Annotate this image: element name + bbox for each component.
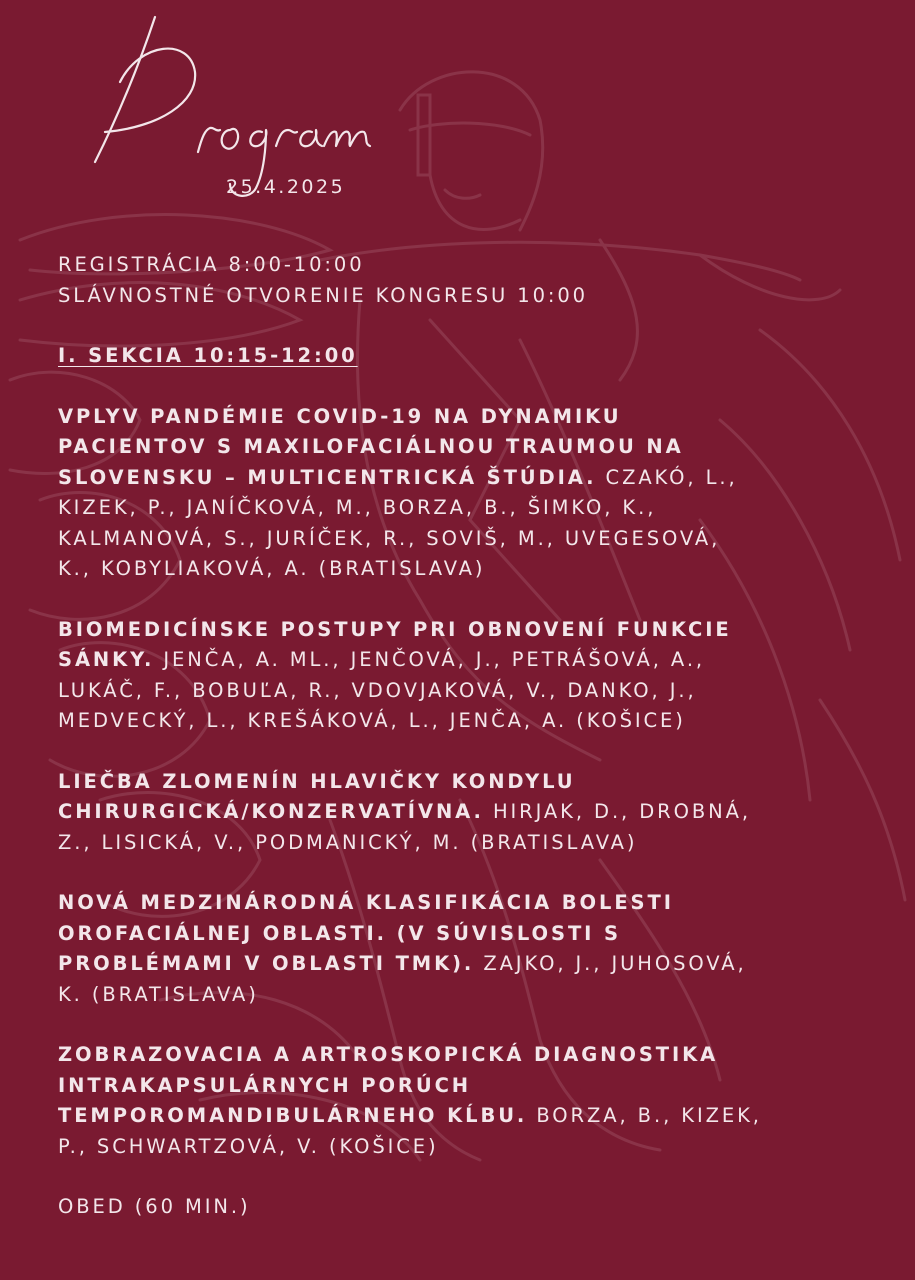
lunch-break: OBED (60 MIN.) <box>58 1195 251 1218</box>
talk-title-line: SÁNKY. <box>58 648 155 671</box>
talk-authors: K., KOBYLIAKOVÁ, A. (BRATISLAVA) <box>58 557 486 580</box>
section-heading: I. SEKCIA 10:15-12:00 <box>58 344 358 367</box>
talk-title-line: BIOMEDICÍNSKE POSTUPY PRI OBNOVENÍ FUNKCIE <box>58 617 732 641</box>
talk-authors: HIRJAK, D., DROBNÁ, <box>492 800 751 823</box>
talk-item <box>58 1040 878 1162</box>
talk-item <box>58 767 878 859</box>
program-script-title <box>80 12 380 202</box>
talk-title-line: NOVÁ MEDZINÁRODNÁ KLASIFIKÁCIA BOLESTI <box>58 891 674 914</box>
talk-authors: BORZA, B., KIZEK, <box>536 1104 762 1127</box>
talk-title-line: INTRAKAPSULÁRNYCH PORÚCH <box>58 1073 472 1097</box>
talk-title-line: LIEČBA ZLOMENÍN HLAVIČKY KONDYLU <box>58 769 576 793</box>
talk-authors: CZAKÓ, L., <box>605 465 738 489</box>
talk-authors: ZAJKO, J., JUHOSOVÁ, <box>483 952 747 975</box>
registration-line: REGISTRÁCIA 8:00-10:00 <box>58 253 365 276</box>
opening-line: SLÁVNOSTNÉ OTVORENIE KONGRESU 10:00 <box>58 283 588 307</box>
talk-authors: KIZEK, P., JANÍČKOVÁ, M., BORZA, B., ŠIMKO, K., <box>58 496 657 519</box>
talk-item <box>58 888 878 1010</box>
talk-item <box>58 615 878 737</box>
talk-authors: MEDVECKÝ, L., KREŠÁKOVÁ, L., JENČA, A. (KOŠICE) <box>58 709 686 732</box>
talk-authors: KALMANOVÁ, S., JURÍČEK, R., SOVIŠ, M., UVEGESOVÁ, <box>58 526 721 550</box>
talk-title-line: CHIRURGICKÁ/KONZERVATÍVNA. <box>58 800 484 823</box>
talk-authors: K. (BRATISLAVA) <box>58 982 259 1006</box>
talk-authors: JENČA, A. ML., JENČOVÁ, J., PETRÁŠOVÁ, A., <box>163 648 706 671</box>
talk-title-line: PACIENTOV S MAXILOFACIÁLNOU TRAUMOU NA <box>58 435 684 458</box>
talk-title-line: PROBLÉMAMI V OBLASTI TMK). <box>58 952 475 975</box>
talk-title-line: SLOVENSKU – MULTICENTRICKÁ ŠTÚDIA. <box>58 465 597 489</box>
talk-title-line: OROFACIÁLNEJ OBLASTI. (V SÚVISLOSTI S <box>58 921 621 945</box>
talk-title-line: ZOBRAZOVACIA A ARTROSKOPICKÁ DIAGNOSTIKA <box>58 1043 719 1066</box>
talk-title-line: TEMPOROMANDIBULÁRNEHO KĹBU. <box>58 1104 528 1127</box>
talk-authors: LUKÁČ, F., BOBUĽA, R., VDOVJAKOVÁ, V., DANKO, J., <box>58 678 697 702</box>
talk-title-line: VPLYV PANDÉMIE COVID-19 NA DYNAMIKU <box>58 404 622 428</box>
program-content <box>58 250 878 1223</box>
event-date: 25.4.2025 <box>226 176 346 198</box>
talk-authors: P., SCHWARTZOVÁ, V. (KOŠICE) <box>58 1134 439 1158</box>
talk-authors: Z., LISICKÁ, V., PODMANICKÝ, M. (BRATISLAVA) <box>58 830 638 854</box>
talk-item <box>58 402 878 585</box>
